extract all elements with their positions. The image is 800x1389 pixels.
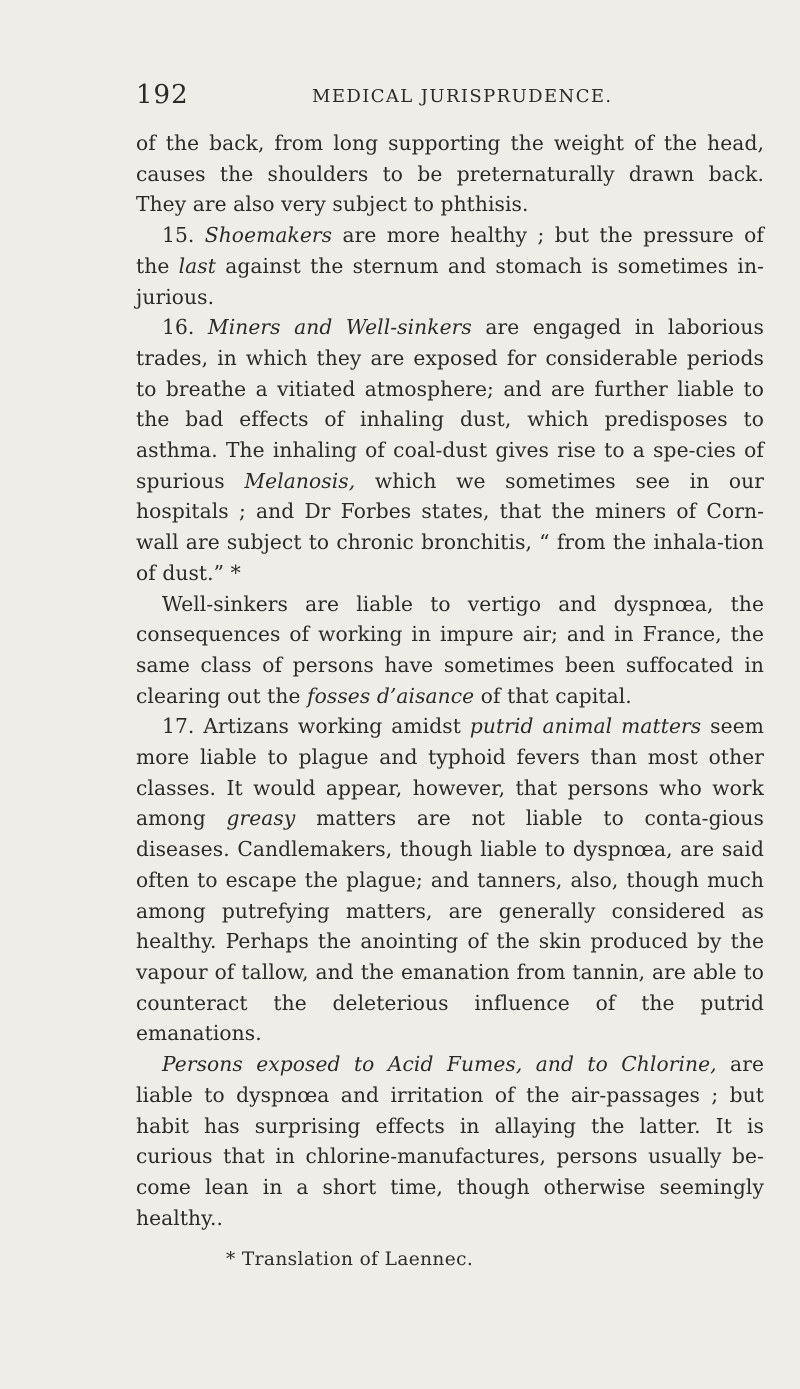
text-run: of the back, from long supporting the weight of the head, causes the shoulders to be preternaturally drawn back. They are also very subject to phthisis.: [136, 131, 764, 217]
italic-run: last: [178, 253, 216, 278]
italic-run: fosses d’aisance: [307, 683, 475, 708]
italic-run: greasy: [226, 806, 296, 831]
italic-run: Miners and Well-sinkers: [207, 315, 472, 340]
body-text: [136, 128, 764, 1233]
text-run: seem more liable to plague and typhoid fevers than most other classes. It would appear, however, that persons who work among: [136, 714, 764, 831]
italic-run: Shoemakers: [204, 223, 333, 248]
text-run: 17. Artizans working amidst: [162, 714, 470, 739]
text-run: are engaged in laborious trades, in which they are exposed for considerable periods to breathe a vitiated atmosphere; and are further liable to the bad effects of inhaling dust, which predisposes to asthma. The inhaling of coal-dust gives rise to a spe-cies of spurious: [136, 315, 764, 493]
paragraph-artizans: [136, 711, 764, 1049]
text-run: which we sometimes see in our hospitals ; and Dr Forbes states, that the miners of Corn-wall are subject to chronic bronchitis, “ from the inhala-tion of dust.” *: [136, 468, 764, 585]
text-run: are liable to dyspnœa and irritation of the air-passages ; but habit has surprising effects in allaying the latter. It is curious that in chlorine-manufactures, persons usually be-come lean in a short time, though otherwise seemingly healthy..: [136, 1052, 764, 1230]
paragraph-shoemakers: [136, 220, 764, 312]
text-run: 16.: [162, 315, 208, 340]
text-run: matters are not liable to conta-gious diseases. Candlemakers, though liable to dyspnœa, are said often to escape the plague; and tanners, also, though much among putrefying matters, are generally considered as healthy. Perhaps the anointing of the skin produced by the vapour of tallow, and the emanation from tannin, are able to counteract the deleterious influence of the putrid emanations.: [136, 806, 764, 1046]
running-head-title: MEDICAL JURISPRUDENCE.: [312, 86, 613, 107]
text-run: Well-sinkers are liable to vertigo and dyspnœa, the consequences of working in impure air; and in France, the same class of persons have sometimes been suffocated in clearing out the: [136, 591, 764, 708]
text-run: of that capital.: [474, 683, 632, 708]
paragraph-acid-fumes: [136, 1049, 764, 1233]
paragraph-miners: [136, 312, 764, 588]
italic-run: Melanosis,: [244, 468, 356, 493]
running-head: [136, 80, 764, 110]
text-run: are more healthy ; but the pressure of the: [136, 223, 764, 278]
paragraph-continuation: [136, 128, 764, 220]
text-run: 15.: [162, 223, 205, 248]
footnote: * Translation of Laennec.: [226, 1249, 474, 1271]
italic-run: putrid animal matters: [469, 714, 702, 739]
paragraph-well-sinkers: [136, 589, 764, 712]
italic-run: Persons exposed to Acid Fumes, and to Chlorine,: [162, 1052, 717, 1077]
text-run: against the sternum and stomach is sometimes in-jurious.: [136, 253, 764, 309]
page-number: 192: [136, 80, 189, 110]
